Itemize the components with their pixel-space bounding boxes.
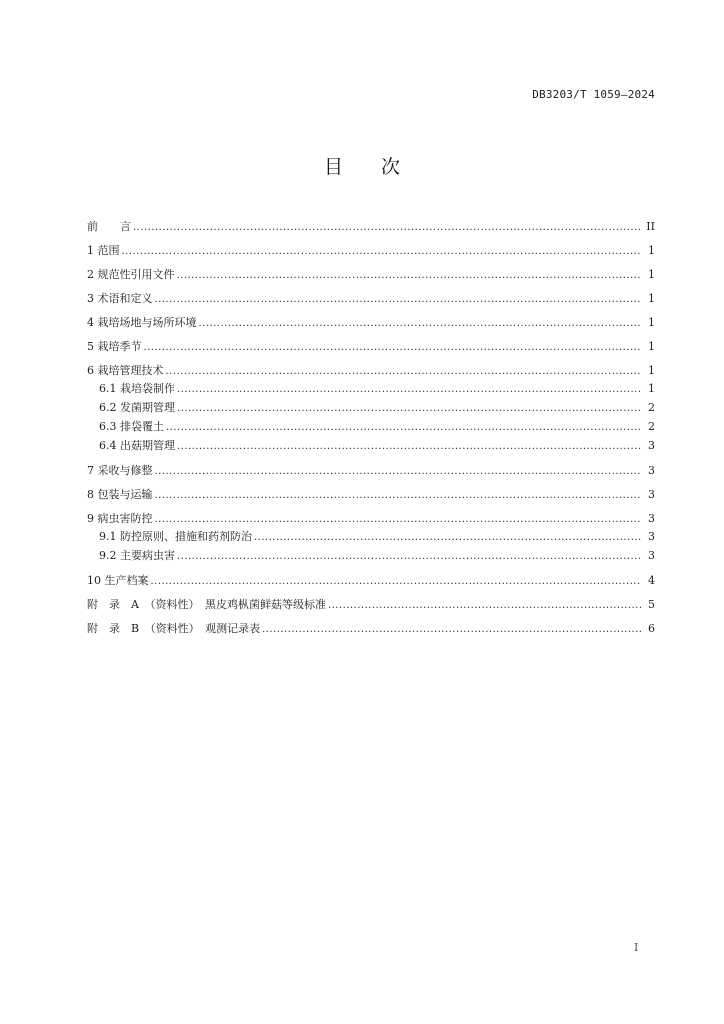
page-number: I: [634, 941, 639, 954]
toc-leader-dots: [144, 340, 642, 353]
toc-entry[interactable]: [87, 620, 655, 638]
toc-subentry[interactable]: [87, 399, 655, 418]
document-code: DB3203/T 1059—2024: [532, 88, 655, 101]
toc-entry[interactable]: [87, 218, 655, 236]
toc-entry-label: 4 栽培场地与场所环境: [87, 316, 197, 329]
toc-entry-label: 9 病虫害防控: [87, 512, 153, 525]
toc-entry-label: 1 范围: [87, 244, 120, 257]
toc-leader-dots: [155, 488, 642, 501]
toc-entry[interactable]: [87, 362, 655, 380]
toc-entry-label: 2 规范性引用文件: [87, 268, 175, 281]
toc-entry-label: 5 栽培季节: [87, 340, 142, 353]
toc-entry-page: 6: [648, 622, 655, 635]
toc-entry-label: 6.3 排袋覆土: [99, 420, 164, 433]
toc-entry-label: 3 术语和定义: [87, 292, 153, 305]
toc-leader-dots: [155, 292, 642, 305]
toc-leader-dots: [328, 598, 641, 611]
toc-entry-page: 3: [648, 464, 655, 477]
toc-entry-page: 1: [648, 340, 655, 353]
toc-subentry[interactable]: [87, 380, 655, 399]
toc-entry-page: II: [646, 220, 655, 233]
toc-entry[interactable]: [87, 338, 655, 356]
toc-subentry[interactable]: [87, 418, 655, 437]
toc-leader-dots: [177, 439, 641, 452]
toc-entry-page: 3: [648, 488, 655, 501]
toc-entry-label: 6.1 栽培袋制作: [99, 382, 175, 395]
toc-entry-label: 附 录 A （资料性） 黑皮鸡枞菌鲜菇等级标准: [87, 598, 326, 611]
toc-leader-dots: [122, 244, 642, 257]
toc-leader-dots: [166, 364, 642, 377]
title-char-right: 次: [381, 156, 401, 178]
toc-entry[interactable]: [87, 462, 655, 480]
toc-entry-page: 3: [648, 439, 655, 452]
title-char-left: 目: [323, 156, 343, 178]
toc-leader-dots: [262, 622, 641, 635]
toc-leader-dots: [177, 268, 642, 281]
toc-entry[interactable]: [87, 266, 655, 284]
page-title: [0, 152, 724, 179]
toc-entry[interactable]: [87, 242, 655, 260]
toc-entry[interactable]: [87, 486, 655, 504]
toc-leader-dots: [155, 512, 642, 525]
toc-entry[interactable]: [87, 596, 655, 614]
toc-entry[interactable]: [87, 510, 655, 528]
toc-entry[interactable]: [87, 572, 655, 590]
toc-entry-label: 9.1 防控原则、措施和药剂防治: [99, 530, 252, 543]
toc-leader-dots: [177, 382, 641, 395]
toc-entry-label: 6.4 出菇期管理: [99, 439, 175, 452]
toc-entry-page: 1: [648, 316, 655, 329]
toc-subentry[interactable]: [87, 528, 655, 547]
toc-entry-label: 前 言: [87, 220, 131, 233]
toc-subentry[interactable]: [87, 437, 655, 456]
toc-entry-page: 1: [648, 382, 655, 395]
toc-entry-page: 1: [648, 292, 655, 305]
toc-leader-dots: [254, 530, 641, 543]
toc-entry-page: 2: [648, 401, 655, 414]
toc-entry-page: 3: [648, 530, 655, 543]
toc-leader-dots: [155, 464, 642, 477]
toc-leader-dots: [177, 401, 641, 414]
toc-entry-page: 3: [648, 512, 655, 525]
toc-entry-page: 3: [648, 549, 655, 562]
toc-leader-dots: [151, 574, 642, 587]
toc-entry-label: 6.2 发菌期管理: [99, 401, 175, 414]
toc-entry-label: 7 采收与修整: [87, 464, 153, 477]
toc-entry-label: 8 包装与运输: [87, 488, 153, 501]
toc-entry-page: 1: [648, 244, 655, 257]
toc-entry-page: 1: [648, 364, 655, 377]
toc-entry[interactable]: [87, 290, 655, 308]
toc-entry-label: 9.2 主要病虫害: [99, 549, 175, 562]
toc-entry-label: 6 栽培管理技术: [87, 364, 164, 377]
toc-entry-page: 4: [648, 574, 655, 587]
toc-entry[interactable]: [87, 314, 655, 332]
toc-leader-dots: [133, 220, 640, 233]
toc-entry-page: 5: [648, 598, 655, 611]
toc-subentry[interactable]: [87, 547, 655, 566]
toc-leader-dots: [177, 549, 641, 562]
toc-entry-label: 附 录 B （资料性） 观测记录表: [87, 622, 261, 635]
toc-leader-dots: [166, 420, 641, 433]
table-of-contents: [87, 218, 655, 638]
toc-entry-page: 1: [648, 268, 655, 281]
toc-leader-dots: [199, 316, 642, 329]
toc-entry-label: 10 生产档案: [87, 574, 149, 587]
toc-entry-page: 2: [648, 420, 655, 433]
